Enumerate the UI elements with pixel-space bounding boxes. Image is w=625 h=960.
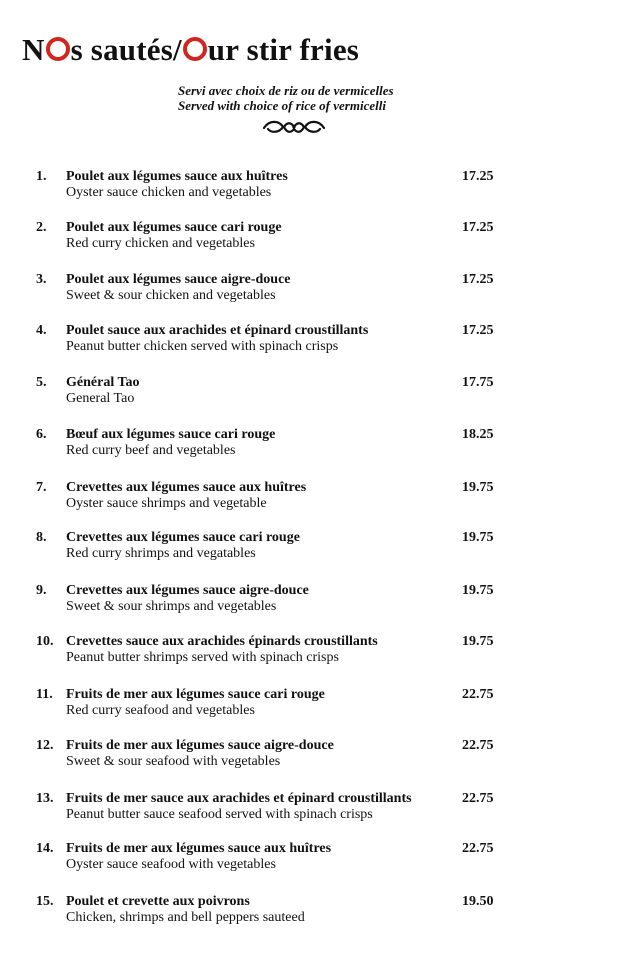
item-number: 13. xyxy=(36,791,54,806)
item-price: 19.75 xyxy=(462,530,494,545)
item-french-name: Fruits de mer sauce aux arachides et épinard croustillants xyxy=(66,791,412,806)
item-number: 1. xyxy=(36,169,47,184)
menu-item-1 xyxy=(0,169,625,209)
subtitle-english: Served with choice of rice of vermicelli xyxy=(178,98,386,113)
menu-item-10 xyxy=(0,634,625,674)
item-number: 15. xyxy=(36,894,54,909)
item-french-name: Fruits de mer aux légumes sauce cari rouge xyxy=(66,687,325,702)
item-english-name: Oyster sauce seafood with vegetables xyxy=(66,857,276,872)
item-number: 4. xyxy=(36,323,47,338)
item-price: 19.75 xyxy=(462,634,494,649)
item-price: 19.50 xyxy=(462,894,494,909)
item-french-name: Crevettes aux légumes sauce aigre-douce xyxy=(66,583,309,598)
item-english-name: Peanut butter shrimps served with spinach crisps xyxy=(66,650,339,665)
item-number: 11. xyxy=(36,687,53,702)
item-english-name: Sweet & sour seafood with vegetables xyxy=(66,754,281,769)
menu-item-2 xyxy=(0,220,625,260)
title-part-1: N xyxy=(22,32,45,67)
item-english-name: Red curry chicken and vegetables xyxy=(66,236,255,251)
menu-item-12 xyxy=(0,738,625,778)
item-number: 14. xyxy=(36,841,54,856)
item-english-name: General Tao xyxy=(66,391,135,406)
title-part-3: ur stir fries xyxy=(207,32,360,67)
item-french-name: Poulet sauce aux arachides et épinard croustillants xyxy=(66,323,369,338)
item-french-name: Général Tao xyxy=(66,375,140,390)
item-number: 9. xyxy=(36,583,47,598)
item-number: 5. xyxy=(36,375,47,390)
item-price: 22.75 xyxy=(462,841,494,856)
item-price: 22.75 xyxy=(462,687,494,702)
item-price: 22.75 xyxy=(462,738,494,753)
item-english-name: Red curry shrimps and vegatables xyxy=(66,546,256,561)
menu-item-4 xyxy=(0,323,625,363)
item-french-name: Poulet aux légumes sauce cari rouge xyxy=(66,220,282,235)
item-french-name: Crevettes sauce aux arachides épinards croustillants xyxy=(66,634,378,649)
menu-item-3 xyxy=(0,272,625,312)
menu-item-14 xyxy=(0,841,625,881)
title-part-2: s sautés/ xyxy=(70,32,182,67)
item-english-name: Red curry seafood and vegetables xyxy=(66,703,255,718)
item-number: 2. xyxy=(36,220,47,235)
item-number: 8. xyxy=(36,530,47,545)
item-english-name: Red curry beef and vegetables xyxy=(66,443,236,458)
item-english-name: Oyster sauce chicken and vegetables xyxy=(66,185,272,200)
menu-item-13 xyxy=(0,791,625,831)
item-french-name: Fruits de mer aux légumes sauce aux huîtres xyxy=(66,841,332,856)
item-price: 19.75 xyxy=(462,480,494,495)
item-number: 12. xyxy=(36,738,54,753)
item-price: 17.25 xyxy=(462,272,494,287)
item-french-name: Poulet aux légumes sauce aux huîtres xyxy=(66,169,288,184)
item-english-name: Sweet & sour chicken and vegetables xyxy=(66,288,276,303)
item-french-name: Crevettes aux légumes sauce aux huîtres xyxy=(66,480,307,495)
item-price: 17.25 xyxy=(462,220,494,235)
menu-item-8 xyxy=(0,530,625,570)
subtitle-french: Servi avec choix de riz ou de vermicelles xyxy=(178,83,394,98)
item-price: 22.75 xyxy=(462,791,494,806)
item-price: 17.75 xyxy=(462,375,494,390)
item-price: 18.25 xyxy=(462,427,494,442)
item-price: 19.75 xyxy=(462,583,494,598)
item-french-name: Poulet aux légumes sauce aigre-douce xyxy=(66,272,291,287)
item-french-name: Poulet et crevette aux poivrons xyxy=(66,894,250,909)
item-french-name: Fruits de mer aux légumes sauce aigre-douce xyxy=(66,738,334,753)
item-french-name: Bœuf aux légumes sauce cari rouge xyxy=(66,427,276,442)
menu-item-5 xyxy=(0,375,625,415)
menu-item-6 xyxy=(0,427,625,467)
item-number: 7. xyxy=(36,480,47,495)
item-price: 17.25 xyxy=(462,323,494,338)
item-number: 6. xyxy=(36,427,47,442)
menu-item-7 xyxy=(0,480,625,520)
item-english-name: Chicken, shrimps and bell peppers sauteed xyxy=(66,910,305,925)
menu-item-9 xyxy=(0,583,625,623)
item-english-name: Peanut butter chicken served with spinach crisps xyxy=(66,339,339,354)
menu-item-11 xyxy=(0,687,625,727)
item-english-name: Oyster sauce shrimps and vegetable xyxy=(66,496,267,511)
item-english-name: Peanut butter sauce seafood served with spinach crisps xyxy=(66,807,373,822)
item-english-name: Sweet & sour shrimps and vegetables xyxy=(66,599,277,614)
menu-item-15 xyxy=(0,894,625,934)
item-number: 10. xyxy=(36,634,54,649)
item-number: 3. xyxy=(36,272,47,287)
item-french-name: Crevettes aux légumes sauce cari rouge xyxy=(66,530,300,545)
item-price: 17.25 xyxy=(462,169,494,184)
